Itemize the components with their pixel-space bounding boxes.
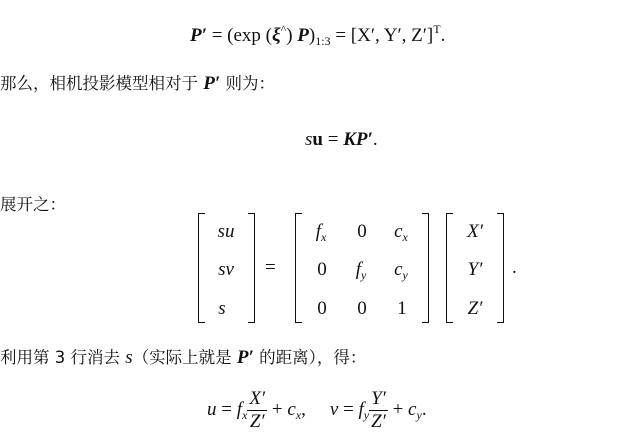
matrix-entry: 0 (357, 221, 367, 242)
vector-entry: s (218, 298, 226, 319)
symbol-P-prime: P′ (355, 129, 373, 150)
paragraph-expand: 展开之： (0, 195, 66, 214)
paragraph-eliminate-s: 利用第 3 行消去 s（实际上就是 P′ 的距离），得： (0, 347, 367, 368)
equation-transformed-point: P′ = (exp (ξ^) $P)_{1:3} = [X'$, Y′, Z′]$^T$. (190, 22, 446, 48)
symbol-P: P (297, 25, 309, 46)
equation-projection: su = KP′. (305, 129, 378, 150)
matrix-equation-period: . (512, 257, 517, 278)
vector-entry: su (217, 221, 235, 242)
vector-entry: X′ (467, 221, 483, 242)
symbol-xi: ξ (272, 25, 281, 46)
symbol-P-prime: P′ (203, 73, 221, 94)
symbol-P-prime: P′ (190, 25, 207, 46)
intrinsic-matrix-K (295, 213, 429, 323)
symbol-P-prime: P′ (236, 347, 254, 368)
symbol-s: s (305, 129, 313, 150)
matrix-entry-cx: $c_x$ (394, 221, 408, 244)
left-vector (198, 213, 255, 323)
fraction-Y-over-Z: $\frac{Y'}{Z'}$ (371, 388, 386, 433)
matrix-entry: 1 (397, 298, 407, 319)
vector-entry: Z′ (467, 298, 483, 319)
paragraph-projection-model: 那么，相机投影模型相对于 P′ 则为： (0, 73, 275, 94)
matrix-entry: 0 (317, 298, 327, 319)
matrix-entry: 0 (357, 298, 367, 319)
equation-pixel-coordinates: $u = f_x$ $\frac{X'}{Z'}$ + $c_x$, $v = f_y$ $\frac{Y'}{Z'}$ + $c_y$. (207, 388, 427, 433)
equals-sign: = (265, 257, 276, 278)
vector-entry: sv (218, 259, 234, 280)
matrix-entry-cy: $c_y$ (394, 259, 408, 282)
symbol-K: K (343, 129, 356, 150)
point-vector-P-prime (446, 213, 504, 323)
symbol-u: u (312, 129, 323, 150)
symbol-s: s (125, 347, 133, 368)
matrix-entry-fy: $f_y$ (355, 259, 367, 282)
vector-entry: Y′ (467, 259, 483, 280)
fraction-X-over-Z: $\frac{X'}{Z'}$ (249, 388, 266, 433)
matrix-entry-fx: $f_x$ (315, 221, 327, 244)
matrix-entry: 0 (317, 259, 327, 280)
